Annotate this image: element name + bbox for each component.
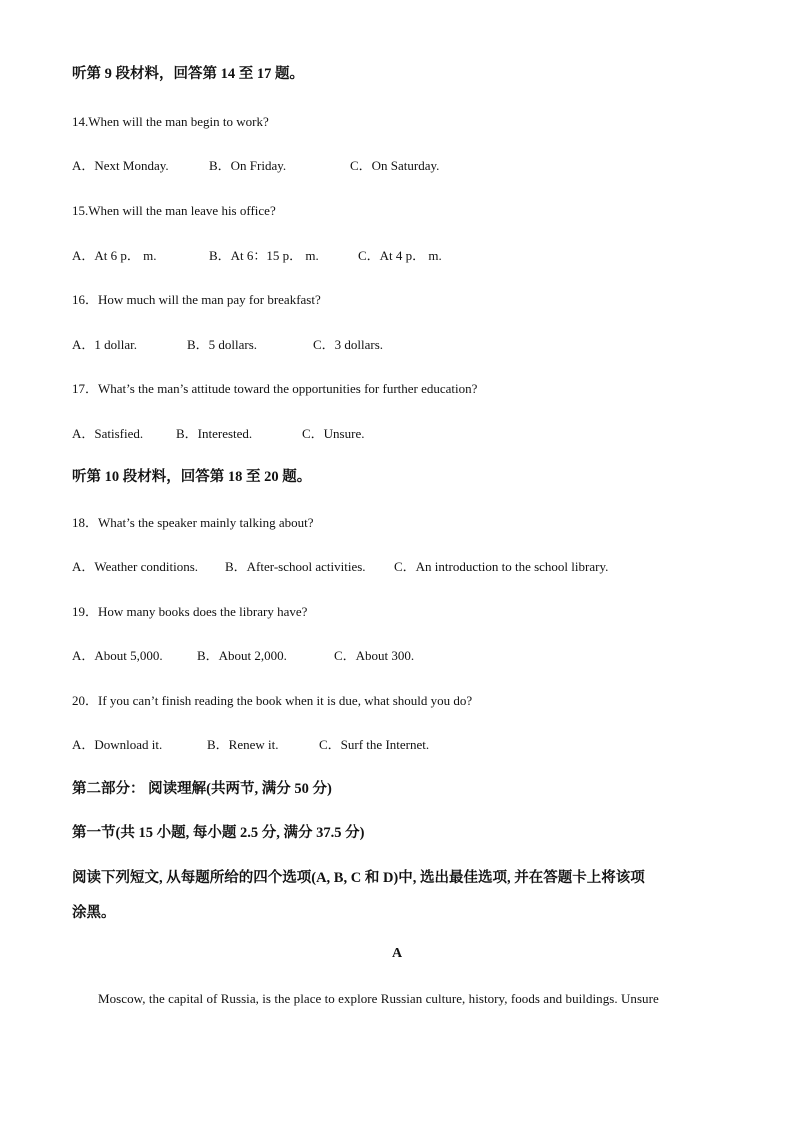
option-a: A．Weather conditions. [72,559,199,574]
section-10-heading: 听第 10 段材料，回答第 18 至 20 题。 [72,469,312,485]
question-16: 16．How much will the man pay for breakfast? [72,292,321,307]
option-c: C．Surf the Internet. [319,737,430,752]
question-15: 15.When will the man leave his office? [72,203,276,218]
passage-label: A [391,946,403,961]
option-a: A．Download it. [72,737,163,752]
question-19: 19．How many books does the library have? [72,604,308,619]
option-c: C．3 dollars. [313,337,384,352]
option-b: B．On Friday. [209,158,287,173]
option-b: B．At 6：15 p． m. [209,248,319,263]
option-c: C．Unsure. [302,426,365,441]
question-14: 14.When will the man begin to work? [72,114,269,129]
section-9-heading: 听第 9 段材料，回答第 14 至 17 题。 [72,66,304,82]
option-c: C．At 4 p． m. [358,248,442,263]
reading-instruction-line-2: 涂黑。 [72,905,116,921]
question-18: 18．What’s the speaker mainly talking about? [72,515,314,530]
option-a: A．At 6 p． m. [72,248,157,263]
option-a: A．1 dollar. [72,337,137,352]
question-17: 17．What’s the man’s attitude toward the opportunities for further education? [72,381,478,396]
option-b: B．5 dollars. [187,337,258,352]
option-b: B．About 2,000. [197,648,287,663]
option-c: C．An introduction to the school library. [394,559,609,574]
option-b: B．Renew it. [207,737,279,752]
reading-instruction-line-1: 阅读下列短文, 从每题所给的四个选项(A, B, C 和 D)中, 选出最佳选项, 并在答题卡上将该项 [72,870,645,886]
option-b: B．Interested. [176,426,253,441]
option-c: C．On Saturday. [350,158,440,173]
option-a: A．Satisfied. [72,426,144,441]
option-a: A．Next Monday. [72,158,169,173]
part-2-title: 第二部分： 阅读理解(共两节, 满分 50 分) [72,781,332,797]
option-c: C．About 300. [334,648,415,663]
option-b: B．After-school activities. [225,559,366,574]
section-1-title: 第一节(共 15 小题, 每小题 2.5 分, 满分 37.5 分) [72,825,365,841]
passage-text: Moscow, the capital of Russia, is the place to explore Russian culture, history, foods and buildings. Unsure [98,991,659,1006]
question-20: 20．If you can’t finish reading the book when it is due, what should you do? [72,693,473,708]
option-a: A．About 5,000. [72,648,163,663]
